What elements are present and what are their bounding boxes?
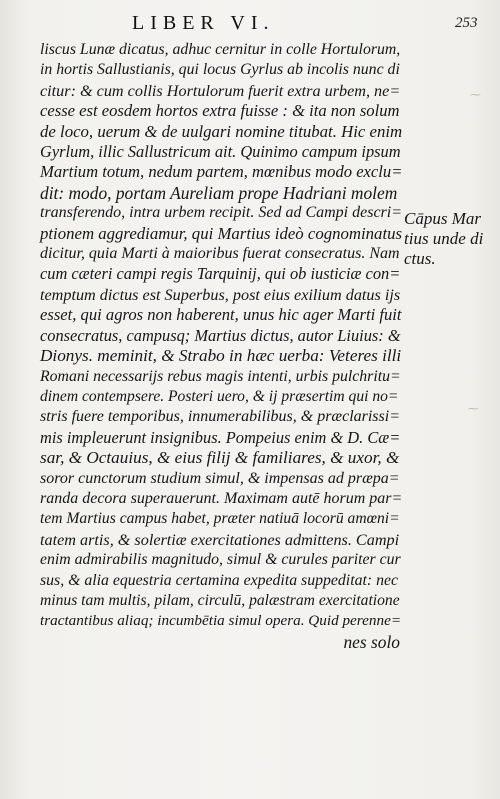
text-line: mis impleuerunt insignibus. Pompeius enim & D. Cæ= [40,427,401,447]
text-line: in hortis Sallustianis, qui locus Gyrlus ab incolis nunc di [40,61,400,79]
text-line: dicitur, quia Marti à maioribus fuerat consecratus. Nam [40,245,400,263]
running-header: LIBER VI. [132,12,275,34]
text-line: esset, qui agros non haberent, unus hic ager Marti fuit [40,305,402,325]
text-line: de loco, uerum & de uulgari nomine titubat. Hic enim [40,121,403,141]
text-line: stris fuere temporibus, innumerabilibus, & præclarissi= [40,408,400,426]
text-line: cesse est eosdem hortos extra fuisse : & ita non solum [40,101,400,121]
body-text [40,40,403,652]
text-line: tem Martius campus habet, præter natiuā locorū amœni= [40,510,400,528]
margin-note-line: ctus. [404,249,436,268]
text-line: ptionem aggrediamur, qui Martius ideò cognominatus [40,223,403,243]
text-line: citur: & cum collis Hortulorum fuerit extra urbem, ne= [40,81,401,100]
text-line: tatem artis, & solertiæ exercitationes admittens. Campi [40,530,400,549]
text-line: Martium totum, nedum partem, mœnibus modo exclu= [40,162,403,182]
text-line: soror cunctorum studium simul, & impensas ad præpa= [40,469,400,487]
text-line: randa decora superauerunt. Maximam autē horum par= [40,489,403,507]
margin-note [404,209,500,269]
margin-note-line: tius unde di [404,229,484,248]
text-line: sar, & Octauius, & eius filij & familiares, & uxor, & [40,448,400,468]
text-line: dinem contempsere. Posteri uero, & ij præsertim qui no= [40,387,399,405]
text-line: temptum dictus est Superbus, post eius exilium datus ijs [40,285,401,304]
bleed-through-mark: ⁓ [470,89,481,101]
text-line: tractantibus aliaq; incumbētia simul opera. Quid perenne= [40,612,402,630]
text-line: dit: modo, portam Aureliam prope Hadriani molem [40,182,398,203]
margin-note-line: Cāpus Mar [404,209,481,228]
text-line: enim admirabilis magnitudo, simul & curules pariter cur [40,551,401,569]
text-line: transferendo, intra urbem recipit. Sed ad Campi descri= [40,204,403,222]
page-number: 253 [455,15,478,31]
text-line: cum cæteri campi regis Tarquinij, qui ob iusticiæ con= [40,264,401,284]
text-line: consecratus, campusq; Martius dictus, autor Liuius: & [40,325,401,345]
text-line: liscus Lunæ dicatus, adhuc cernitur in colle Hortulorum, [40,41,401,58]
text-line: minus tam multis, pilam, circulū, palæstram exercitatione [40,591,400,609]
text-line: Gyrlum, illic Sallustricum ait. Quinimo campum ipsum [40,142,401,162]
text-line: sus, & alia equestria certamina expedita suppeditat: nec [40,571,398,589]
text-line: Romani necessarijs rebus magis intenti, urbis pulchritu= [40,367,401,385]
text-line: Dionys. meminit, & Strabo in hæc uerba: Veteres illi [40,346,402,366]
bleed-through-mark: ⁓ [468,403,479,415]
text-line-catchword: nes solo [343,631,400,652]
